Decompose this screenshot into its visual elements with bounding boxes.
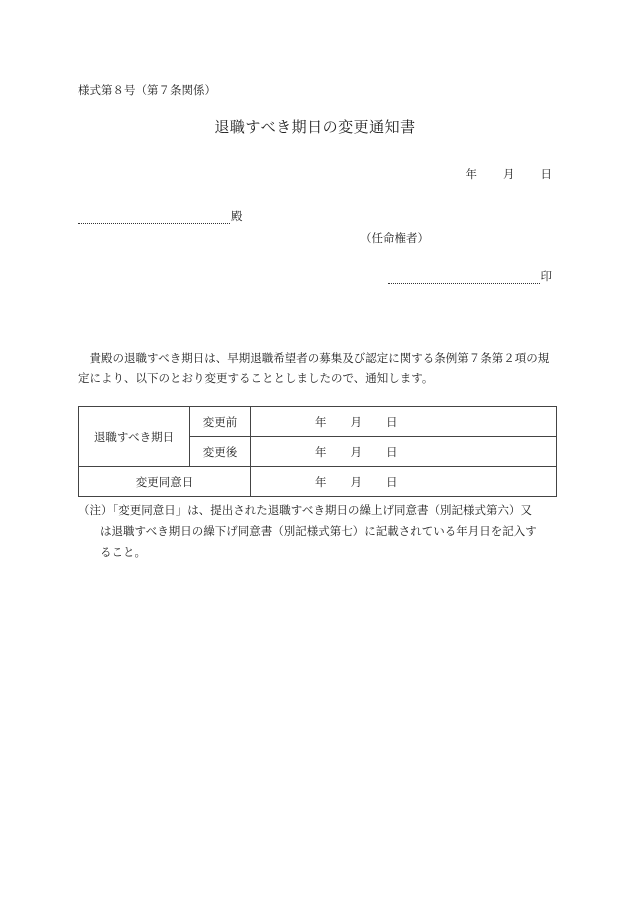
signature-line bbox=[388, 268, 553, 284]
consent-day: 日 bbox=[386, 474, 398, 489]
footnote-line-2: は退職すべき期日の繰下げ同意書（別記様式第七）に記載されている年月日を記入す bbox=[100, 524, 537, 538]
table-row-before bbox=[79, 407, 557, 437]
appointer-label: （任命権者） bbox=[360, 231, 429, 245]
issue-date bbox=[466, 166, 553, 182]
seal-mark: 印 bbox=[540, 269, 552, 283]
signature-blank bbox=[388, 272, 540, 284]
after-date bbox=[251, 437, 557, 467]
footnote bbox=[78, 500, 558, 563]
addressee-blank bbox=[78, 212, 230, 224]
footnote-line-1: （注）「変更同意日」は、提出された退職すべき期日の繰上げ同意書（別記様式第六）又 bbox=[78, 503, 533, 517]
date-month: 月 bbox=[503, 167, 515, 181]
footnote-line-3: ること。 bbox=[100, 545, 146, 559]
before-label: 変更前 bbox=[190, 407, 251, 437]
date-change-table bbox=[78, 406, 557, 497]
after-label: 変更後 bbox=[190, 437, 251, 467]
before-month: 月 bbox=[350, 414, 362, 429]
consent-date bbox=[251, 467, 557, 497]
consent-date-label: 変更同意日 bbox=[79, 467, 251, 497]
before-year: 年 bbox=[315, 414, 327, 429]
date-day: 日 bbox=[540, 167, 552, 181]
notice-body: 貴殿の退職すべき期日は、早期退職希望者の募集及び認定に関する条例第７条第２項の規定により、以下のとおり変更することとしましたので、通知します。 bbox=[78, 351, 550, 385]
form-number: 様式第８号（第７条関係） bbox=[78, 83, 216, 97]
after-year: 年 bbox=[315, 444, 327, 459]
addressee-line bbox=[78, 208, 243, 224]
before-date bbox=[251, 407, 557, 437]
consent-year: 年 bbox=[315, 474, 327, 489]
date-year: 年 bbox=[465, 167, 477, 181]
addressee-suffix: 殿 bbox=[231, 209, 243, 223]
after-day: 日 bbox=[386, 444, 398, 459]
consent-month: 月 bbox=[350, 474, 362, 489]
retirement-date-label: 退職すべき期日 bbox=[79, 407, 190, 467]
before-day: 日 bbox=[386, 414, 398, 429]
document-title: 退職すべき期日の変更通知書 bbox=[214, 118, 416, 136]
table-row-consent bbox=[79, 467, 557, 497]
after-month: 月 bbox=[350, 444, 362, 459]
